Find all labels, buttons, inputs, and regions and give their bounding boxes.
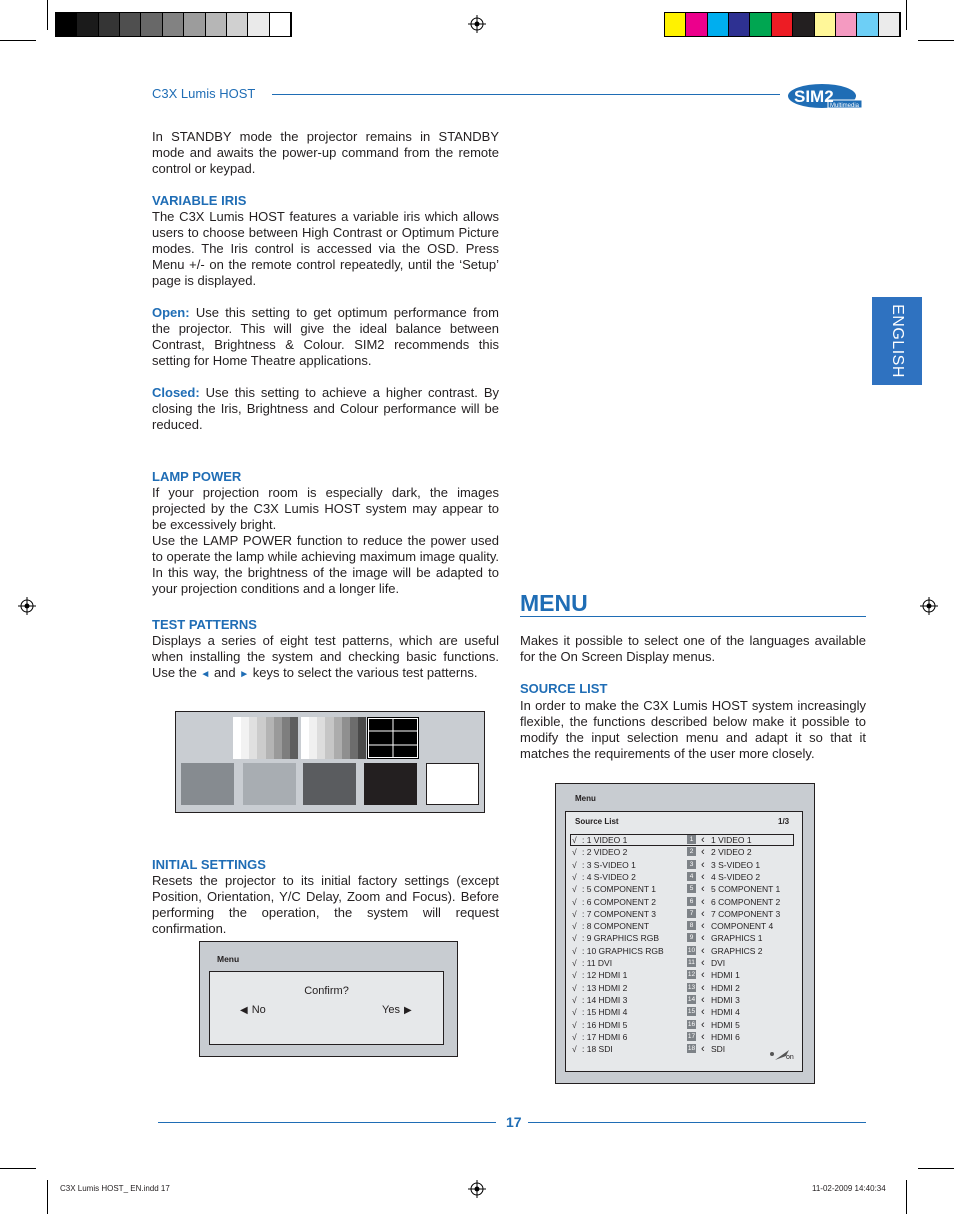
iris-open-label: Open: (152, 305, 190, 320)
file-info: C3X Lumis HOST_ EN.indd 17 (60, 1184, 170, 1193)
source-row[interactable] (566, 871, 806, 883)
source-row[interactable] (566, 1019, 806, 1031)
source-input-label: : 15 HDMI 4 (582, 1007, 628, 1018)
source-input-label: : 10 GRAPHICS RGB (582, 945, 664, 956)
source-input-label: : 16 HDMI 5 (582, 1019, 628, 1030)
check-mark-icon: √ (572, 1007, 577, 1018)
right-arrow-key-icon: ► (239, 669, 250, 680)
iris-closed-paragraph: Closed: Use this setting to achieve a higher contrast. By closing the Iris, Brightness and Colour performance will be reduced. (152, 385, 499, 432)
chevron-left-icon: ‹ (701, 1006, 705, 1019)
color-swatch (793, 13, 814, 36)
source-number-badge: 9 (687, 933, 696, 942)
registration-mark-right (920, 597, 938, 615)
source-input-label: : 14 HDMI 3 (582, 994, 628, 1005)
source-name-label: HDMI 6 (711, 1031, 740, 1042)
gray-swatch (248, 13, 269, 36)
confirm-yes-button[interactable]: Yes ▶ (382, 1004, 412, 1016)
gray-swatch (141, 13, 162, 36)
check-mark-icon: √ (572, 908, 577, 919)
initial-settings-heading: INITIAL SETTINGS (152, 857, 266, 872)
gray-swatch (227, 13, 248, 36)
check-mark-icon: √ (572, 871, 577, 882)
chevron-left-icon: ‹ (701, 920, 705, 933)
chevron-left-icon: ‹ (701, 1043, 705, 1056)
gray-swatch (120, 13, 141, 36)
check-mark-icon: √ (572, 847, 577, 858)
source-list-rows (566, 834, 802, 1059)
source-row[interactable] (566, 957, 806, 969)
iris-closed-label: Closed: (152, 385, 200, 400)
color-swatch (857, 13, 878, 36)
standby-paragraph: In STANDBY mode the projector remains in STANDBY mode and awaits the power-up command from the remote control or keypad. (152, 129, 499, 176)
menu-text: Makes it possible to select one of the languages available for the On Screen Display menus. (520, 633, 866, 664)
source-name-label: 2 VIDEO 2 (711, 847, 752, 858)
check-mark-icon: √ (572, 970, 577, 981)
source-number-badge: 4 (687, 872, 696, 881)
color-swatch (750, 13, 771, 36)
source-input-label: : 8 COMPONENT (582, 921, 650, 932)
chevron-left-icon: ‹ (701, 944, 705, 957)
source-osd-menu-label: Menu (575, 794, 596, 803)
confirm-osd-menu-label: Menu (217, 954, 240, 964)
source-name-label: 1 VIDEO 1 (711, 835, 752, 845)
left-arrow-key-icon: ◄ (200, 669, 211, 680)
left-arrow-icon: ◀ (240, 1004, 248, 1016)
gray-swatch (270, 13, 291, 36)
gray-swatch (77, 13, 98, 36)
check-mark-icon: √ (572, 994, 577, 1005)
source-name-label: HDMI 4 (711, 1007, 740, 1018)
source-input-label: : 6 COMPONENT 2 (582, 896, 656, 907)
on-label: on (786, 1054, 794, 1061)
page-number: 17 (506, 1114, 522, 1130)
source-input-label: : 17 HDMI 6 (582, 1031, 628, 1042)
source-number-badge: 11 (688, 959, 695, 966)
check-mark-icon: √ (572, 835, 577, 845)
language-tab (872, 297, 922, 385)
source-name-label: HDMI 2 (711, 982, 740, 993)
source-name-label: 6 COMPONENT 2 (711, 896, 781, 907)
source-input-label: : 7 COMPONENT 3 (582, 908, 656, 919)
check-mark-icon: √ (572, 1031, 577, 1042)
source-input-label: : 18 SDI (582, 1044, 613, 1055)
source-number-badge: 3 (687, 860, 696, 869)
source-name-label: 5 COMPONENT 1 (711, 884, 781, 895)
source-row[interactable] (566, 920, 806, 932)
source-number-badge: 14 (687, 995, 696, 1003)
source-row[interactable] (566, 834, 806, 846)
header-title: C3X Lumis HOST (152, 86, 256, 101)
source-input-label: : 9 GRAPHICS RGB (582, 933, 659, 944)
lamp-power-text: If your projection room is especially dark, the images projected by the C3X Lumis HOST system may appear to be excessively bright. Use the LAMP POWER function to reduce the power used to operate the lamp while achieving maximum image quality. In this way, the brightness of the image will be adapted to your projection conditions and a longer life. (152, 485, 499, 596)
chevron-left-icon: ‹ (701, 932, 705, 945)
source-row[interactable] (566, 859, 806, 871)
source-number-badge: 2 (687, 847, 696, 856)
source-name-label: GRAPHICS 2 (711, 945, 763, 956)
source-row[interactable] (566, 883, 806, 895)
check-mark-icon: √ (572, 945, 577, 956)
source-row[interactable] (566, 1006, 806, 1018)
registration-mark-bottom (468, 1180, 486, 1198)
variable-iris-text: The C3X Lumis HOST features a variable iris which allows users to choose between High Contrast or Optimum Picture modes. The Iris control is accessed via the OSD. Press Menu +/- on the remote control repeatedly, until the ‘Setup’ page is displayed. (152, 209, 499, 288)
source-input-label: : 11 DVI (582, 958, 613, 968)
check-mark-icon: √ (572, 921, 577, 932)
confirm-title: Confirm? (304, 985, 349, 997)
chevron-left-icon: ‹ (701, 981, 705, 994)
source-number-badge: 16 (687, 1020, 696, 1028)
source-name-label: SDI (711, 1044, 726, 1055)
gray-swatch (184, 13, 205, 36)
test-patterns-heading: TEST PATTERNS (152, 617, 257, 632)
color-swatch (729, 13, 750, 36)
check-mark-icon: √ (572, 1044, 577, 1055)
chevron-left-icon: ‹ (701, 969, 705, 982)
source-input-label: : 2 VIDEO 2 (582, 847, 628, 858)
lamp-power-heading: LAMP POWER (152, 469, 242, 484)
test-patterns-text: Displays a series of eight test patterns, which are useful when installing the system and checking basic functions. Use the ◄ and ► keys to select the various test patterns. (152, 633, 499, 680)
source-name-label: DVI (711, 958, 726, 968)
logo-text: SIM2 (794, 87, 834, 106)
source-number-badge: 17 (687, 1032, 696, 1040)
color-swatch (686, 13, 707, 36)
timestamp: 11-02-2009 14:40:34 (812, 1184, 886, 1193)
confirm-osd (199, 941, 458, 1057)
source-list-osd (555, 783, 815, 1084)
gray-scale-bar (55, 12, 292, 37)
chevron-left-icon: ‹ (701, 883, 705, 896)
source-input-label: : 3 S-VIDEO 1 (582, 859, 636, 870)
confirm-no-button[interactable]: ◀ No (240, 1004, 266, 1016)
source-name-label: HDMI 3 (711, 994, 740, 1005)
chevron-left-icon: ‹ (701, 895, 705, 908)
gray-swatch (206, 13, 227, 36)
source-input-label: : 4 S-VIDEO 2 (582, 871, 636, 882)
source-row[interactable] (566, 994, 806, 1006)
source-input-label: : 13 HDMI 2 (582, 982, 628, 993)
gray-swatch (56, 13, 77, 36)
source-list-page: 1/3 (778, 817, 790, 826)
gray-swatch (163, 13, 184, 36)
source-list-title: Source List (575, 817, 619, 826)
chevron-left-icon: ‹ (701, 957, 705, 969)
color-swatch (879, 13, 900, 36)
source-number-badge: 12 (687, 971, 696, 979)
registration-mark-left (18, 597, 36, 615)
source-number-badge: 5 (687, 884, 696, 893)
source-row[interactable] (566, 846, 806, 858)
check-mark-icon: √ (572, 859, 577, 870)
color-calibration-bar (664, 12, 901, 37)
source-number-badge: 10 (687, 946, 696, 954)
test-patterns-figure (175, 711, 485, 813)
check-mark-icon: √ (572, 933, 577, 944)
source-row[interactable] (566, 945, 806, 957)
source-number-badge: 1 (687, 835, 696, 844)
source-name-label: HDMI 1 (711, 970, 740, 981)
check-mark-icon: √ (572, 896, 577, 907)
menu-heading: MENU (520, 590, 588, 616)
source-name-label: HDMI 5 (711, 1019, 740, 1030)
chevron-left-icon: ‹ (701, 907, 705, 920)
source-number-badge: 6 (687, 897, 696, 906)
source-number-badge: 15 (687, 1008, 696, 1016)
color-swatch (815, 13, 836, 36)
source-number-badge: 18 (687, 1045, 696, 1053)
iris-open-paragraph: Open: Use this setting to get optimum performance from the projector. This will give the ideal balance between Contrast, Brightness & Colour. SIM2 recommends this setting for Home Theatre applications. (152, 305, 499, 368)
source-row[interactable] (566, 908, 806, 920)
chevron-left-icon: ‹ (701, 858, 705, 871)
color-swatch (708, 13, 729, 36)
source-row[interactable] (566, 932, 806, 944)
color-swatch (665, 13, 686, 36)
chevron-left-icon: ‹ (701, 1030, 705, 1043)
source-name-label: 3 S-VIDEO 1 (711, 859, 761, 870)
source-row[interactable] (566, 969, 806, 981)
source-row[interactable] (566, 896, 806, 908)
check-mark-icon: √ (572, 982, 577, 993)
source-name-label: GRAPHICS 1 (711, 933, 763, 944)
sim2-logo (786, 80, 864, 110)
chevron-left-icon: ‹ (701, 1018, 705, 1031)
chevron-left-icon: ‹ (701, 834, 705, 846)
chevron-left-icon: ‹ (701, 870, 705, 883)
source-name-label: 7 COMPONENT 3 (711, 908, 781, 919)
source-list-heading: SOURCE LIST (520, 681, 608, 696)
logo-subtext: Multimedia (830, 103, 860, 109)
gray-swatch (99, 13, 120, 36)
chevron-left-icon: ‹ (701, 846, 705, 859)
source-number-badge: 8 (687, 921, 696, 930)
initial-settings-text: Resets the projector to its initial factory settings (except Position, Orientation, Y/C Delay, Zoom and Focus). Before performing the operation, the system will request confirmation. (152, 873, 499, 936)
right-arrow-icon: ▶ (403, 1004, 412, 1016)
language-tab-label: ENGLISH (889, 304, 906, 378)
variable-iris-heading: VARIABLE IRIS (152, 193, 247, 208)
source-input-label: : 12 HDMI 1 (582, 970, 628, 981)
source-input-label: : 5 COMPONENT 1 (582, 884, 656, 895)
check-mark-icon: √ (572, 1019, 577, 1030)
registration-mark-top (468, 15, 486, 33)
source-number-badge: 7 (687, 909, 696, 918)
check-mark-icon: √ (572, 884, 577, 895)
source-row[interactable] (566, 982, 806, 994)
chevron-left-icon: ‹ (701, 993, 705, 1006)
source-name-label: COMPONENT 4 (711, 921, 774, 932)
source-row[interactable] (566, 1031, 806, 1043)
color-swatch (836, 13, 857, 36)
source-number-badge: 13 (687, 983, 696, 991)
check-mark-icon: √ (572, 958, 577, 968)
source-name-label: 4 S-VIDEO 2 (711, 871, 761, 882)
color-swatch (772, 13, 793, 36)
source-input-label: : 1 VIDEO 1 (582, 835, 628, 845)
source-list-text: In order to make the C3X Lumis HOST system increasingly flexible, the functions described below make it possible to modify the input selection menu and adapt it so that it matches the requirements of the user more closely. (520, 698, 866, 761)
